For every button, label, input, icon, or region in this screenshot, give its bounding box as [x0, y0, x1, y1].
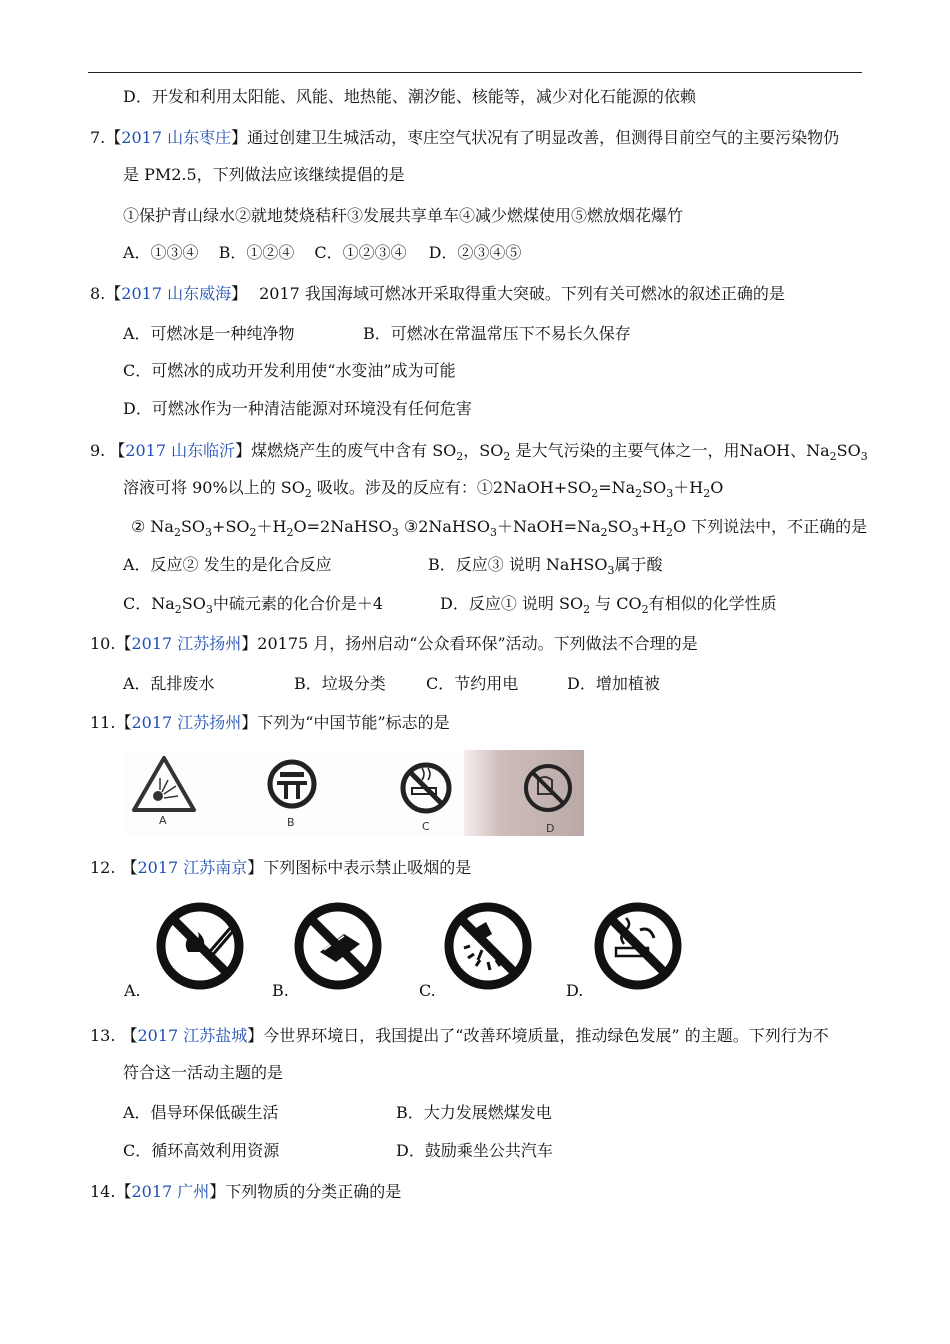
- source-tag: 2017 山东枣庄: [121, 128, 232, 147]
- q13-option-b: B．大力发展燃煤发电: [396, 1103, 552, 1122]
- q7-options: [123, 242, 521, 264]
- question-number: 13.: [90, 1026, 116, 1045]
- q9-option-a: A．反应② 发生的是化合反应: [123, 555, 332, 574]
- question-number: 11.: [90, 713, 116, 732]
- q10-option-b: B．垃圾分类: [294, 674, 386, 693]
- source-tag: 2017 江苏扬州: [131, 634, 242, 653]
- q8-stem: 8.【2017 山东威海】 2017 我国海域可燃冰开采取得重大突破。下列有关可燃冰的叙述正确的是: [90, 284, 785, 303]
- q7-option-b: B．①②④: [218, 243, 295, 262]
- q9-option-b: B．反应③ 说明 NaHSO$_3$属于酸: [428, 555, 663, 577]
- q13-stem-line1: 13. 【2017 江苏盐城】今世界环境日，我国提出了“改善环境质量，推动绿色发展” 的主题。下列行为不: [90, 1026, 829, 1045]
- q9-stem-line1: 9. 【2017 山东临沂】煤燃烧产生的废气中含有 $SO_2$，$SO_2$ 是大气污染的主要气体之一，用NaOH、$Na_2SO_3$: [90, 441, 868, 463]
- q13-option-c: C．循环高效利用资源: [123, 1141, 280, 1160]
- q12-option-a: A.: [124, 981, 141, 1000]
- q7-option-d: D．②③④⑤: [428, 243, 522, 262]
- q7-items: ①保护青山绿水②就地焚烧秸秆③发展共享单车④减少燃煤使用⑤燃放烟花爆竹: [123, 206, 684, 225]
- question-number: 7.: [90, 128, 106, 147]
- q10-option-a: A．乱排废水: [123, 674, 215, 693]
- source-tag: 2017 广州: [131, 1182, 210, 1201]
- q10-option-c: C．节约用电: [426, 674, 519, 693]
- source-tag: 2017 江苏盐城: [137, 1026, 248, 1045]
- source-tag: 2017 江苏南京: [137, 858, 248, 877]
- q10-option-d: D．增加植被: [567, 674, 660, 693]
- q9-option-c: C．$Na_2SO_3$中硫元素的化合价是＋4: [123, 594, 384, 616]
- q11-caption-d: D: [546, 822, 555, 835]
- no-fire-icon: [161, 907, 239, 985]
- q11-signs: [124, 750, 584, 836]
- q12-stem: 12. 【2017 江苏南京】下列图标中表示禁止吸烟的是: [90, 858, 472, 877]
- q14-stem: 14.【2017 广州】下列物质的分类正确的是: [90, 1182, 402, 1201]
- q12-option-d: D.: [566, 981, 584, 1000]
- q11-caption-b: B: [287, 816, 295, 829]
- question-number: 10.: [90, 634, 116, 653]
- question-number: 9.: [90, 441, 106, 460]
- q9-stem-line3: ② $Na_2SO_3+SO_2+H_2O=2NaHSO_3$ $③2NaHSO_3+NaOH=Na_2SO_3+H_2O$ 下列说法中，不正确的是: [131, 517, 868, 539]
- question-number: 14.: [90, 1182, 116, 1201]
- no-smoking-icon: [599, 907, 677, 985]
- q11-caption-a: A: [159, 814, 167, 827]
- q6-option-d: D．开发和利用太阳能、风能、地热能、潮汐能、核能等，减少对化石能源的依赖: [123, 87, 696, 106]
- q7-option-c: C．①②③④: [314, 243, 407, 262]
- question-number: 12.: [90, 858, 116, 877]
- q9-stem-line2: 溶液可将 90%以上的 $SO_2$ 吸收。涉及的反应有：$①2NaOH+SO_2=Na_2SO_3+H_2O$: [123, 478, 724, 500]
- source-tag: 2017 山东临沂: [125, 441, 236, 460]
- q8-option-d: D．可燃冰作为一种清洁能源对环境没有任何危害: [123, 399, 472, 418]
- q8-option-a: A．可燃冰是一种纯净物: [123, 324, 295, 343]
- q8-option-c: C．可燃冰的成功开发利用使“水变油”成为可能: [123, 361, 456, 380]
- q12-option-c: C.: [419, 981, 436, 1000]
- q7-option-a: A．①③④: [123, 243, 199, 262]
- source-tag: 2017 山东威海: [121, 284, 232, 303]
- q8-option-b: B．可燃冰在常温常压下不易长久保存: [363, 324, 631, 343]
- no-matches-icon: [299, 907, 377, 985]
- q7-stem-line2: 是 PM2.5，下列做法应该继续提倡的是: [123, 165, 405, 184]
- q12-option-b: B.: [272, 981, 289, 1000]
- no-fireworks-icon: [449, 907, 527, 985]
- question-number: 8.: [90, 284, 106, 303]
- q13-option-d: D．鼓励乘坐公共汽车: [396, 1141, 553, 1160]
- q13-option-a: A．倡导环保低碳生活: [123, 1103, 279, 1122]
- q9-option-d: D．反应① 说明 $SO_2$ 与 $CO_2$有相似的化学性质: [440, 594, 777, 616]
- q7-stem-line1: 7.【2017 山东枣庄】通过创建卫生城活动，枣庄空气状况有了明显改善，但测得目前空气的主要污染物仍: [90, 128, 840, 147]
- q11-stem: 11.【2017 江苏扬州】下列为“中国节能”标志的是: [90, 713, 450, 732]
- q13-stem-line2: 符合这一活动主题的是: [123, 1063, 284, 1082]
- q10-stem: 10.【2017 江苏扬州】20175 月，扬州启动“公众看环保”活动。下列做法不合理的是: [90, 634, 698, 653]
- q11-figure: [124, 750, 584, 836]
- header-rule: [88, 72, 862, 73]
- q11-caption-c: C: [422, 820, 430, 833]
- source-tag: 2017 江苏扬州: [131, 713, 242, 732]
